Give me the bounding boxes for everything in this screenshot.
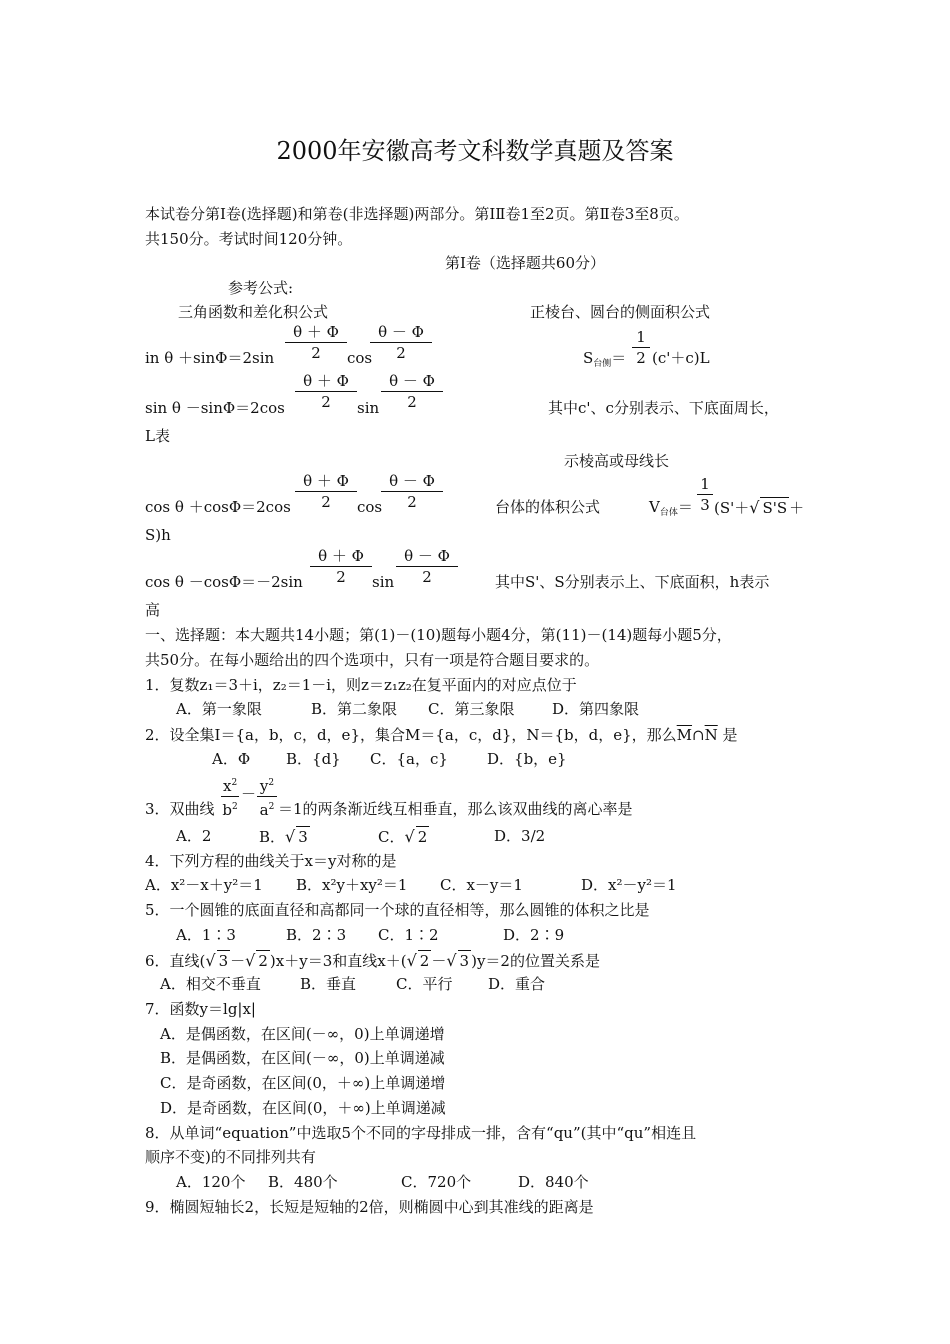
- volume-note-cont: 高: [145, 601, 161, 619]
- q2-option-a: A．Φ: [212, 750, 251, 768]
- q4-option-c: C．x－y＝1: [440, 876, 523, 894]
- q3-option-b: B．√ 3: [259, 827, 308, 846]
- formula-sum-sin-cos: cos: [347, 349, 373, 367]
- fraction-theta-minus-phi: θ － Φ 2: [381, 471, 443, 512]
- q8-option-d: D．840个: [518, 1173, 589, 1191]
- fraction-theta-plus-phi: θ ＋ Φ 2: [295, 471, 357, 512]
- fraction-one-half: 1 2: [632, 327, 650, 368]
- q1-option-b: B．第二象限: [311, 700, 398, 718]
- q2-option-d: D．{b，e}: [487, 750, 567, 768]
- question-4: 4．下列方程的曲线关于x＝y对称的是: [145, 852, 397, 870]
- q4-option-b: B．x²y＋xy²＝1: [296, 876, 408, 894]
- volume-note: 其中S'、S分别表示上、下底面积，h表示: [495, 573, 770, 591]
- q5-option-a: A．1∶3: [176, 926, 236, 944]
- lateral-area-formula: $S_{台侧}=$: [583, 349, 627, 369]
- question-6: 6．直线(√ 3 －√ 2 )x＋y＝3和直线x＋(√ 2 －√ 3 )y＝2的位置关系是: [145, 951, 600, 970]
- q8-option-b: B．480个: [268, 1173, 338, 1191]
- q3-option-c: C．√ 2: [378, 827, 428, 846]
- part1-heading: 第Ⅰ卷（选择题共60分）: [445, 254, 606, 272]
- q5-option-d: D．2∶9: [503, 926, 565, 944]
- question-8: 8．从单词“equation”中选取5个不同的字母排成一排，含有“qu”(其中“qu”相连且: [145, 1124, 697, 1142]
- q3-minus: －: [241, 785, 257, 803]
- trig-formulas-heading: 三角函数和差化积公式: [178, 303, 329, 321]
- q6-option-b: B．垂直: [300, 975, 357, 993]
- q6-option-a: A．相交不垂直: [160, 975, 261, 993]
- question-8-cont: 顺序不变)的不同排列共有: [145, 1148, 316, 1166]
- q1-option-c: C．第三象限: [428, 700, 515, 718]
- lateral-area-formula-rest: (c'＋c)L: [652, 349, 710, 367]
- fraction-x2-over-b2: $x^2$ $b^2$: [222, 777, 238, 819]
- formula-diff-sin-sin: sin: [357, 399, 380, 417]
- intro-line-2: 共150分。考试时间120分钟。: [145, 230, 353, 248]
- fraction-theta-plus-phi: θ ＋ Φ 2: [285, 322, 347, 363]
- question-2: 2．设全集I＝{a，b，c，d，e}，集合M＝{a，c，d}，N＝{b，d，e}，那么$\overline{M}\cap\overline{N}$ 是: [145, 726, 738, 744]
- fraction-theta-minus-phi: θ － Φ 2: [381, 371, 443, 412]
- fraction-one-third: 1 3: [697, 474, 713, 515]
- q7-option-c: C．是奇函数，在区间(0，＋∞)上单调递增: [160, 1074, 446, 1092]
- q8-option-c: C．720个: [401, 1173, 472, 1191]
- q3-option-d: D．3/2: [494, 827, 546, 845]
- section-heading-cont: 共50分。在每小题给出的四个选项中，只有一项是符合题目要求的。: [145, 651, 600, 669]
- q7-option-d: D．是奇函数，在区间(0，＋∞)上单调递减: [160, 1099, 446, 1117]
- volume-formula-rest: (S'＋√ S'S ＋: [714, 498, 805, 517]
- volume-formula: $V_{台体}=$: [649, 498, 693, 518]
- q8-option-a: A．120个: [176, 1173, 246, 1191]
- question-1: 1．复数z₁＝3＋i，z₂＝1－i，则z＝z₁z₂在复平面内的对应点位于: [145, 676, 577, 694]
- formula-diff-cos: cos θ －cosΦ＝－2sin: [145, 573, 303, 591]
- formula-sum-sin: in θ ＋sinΦ＝2sin: [145, 349, 275, 367]
- q4-option-a: A．x²－x＋y²＝1: [145, 876, 263, 894]
- fraction-theta-plus-phi: θ ＋ Φ 2: [310, 546, 372, 587]
- fraction-theta-minus-phi: θ － Φ 2: [396, 546, 458, 587]
- intro-line-1: 本试卷分第Ⅰ卷(选择题)和第卷(非选择题)两部分。第ⅠⅡ卷1至2页。第Ⅱ卷3至8页。: [145, 205, 689, 223]
- volume-formula-cont: S)h: [145, 526, 171, 544]
- formula-diff-cos-sin: sin: [372, 573, 395, 591]
- lateral-note-cont: 示棱高或母线长: [564, 452, 670, 470]
- q1-option-d: D．第四象限: [552, 700, 640, 718]
- question-3-rest: ＝1的两条渐近线互相垂直，那么该双曲线的离心率是: [278, 800, 633, 818]
- formula-diff-sin: sin θ －sinΦ＝2cos: [145, 399, 285, 417]
- reference-formulas-label: 参考公式:: [228, 279, 294, 297]
- q7-option-a: A．是偶函数，在区间(－∞，0)上单调递增: [160, 1025, 445, 1043]
- fraction-theta-minus-phi: θ － Φ 2: [370, 322, 432, 363]
- question-7: 7．函数y＝lg|x|: [145, 1000, 256, 1018]
- q3-option-a: A．2: [176, 827, 212, 845]
- q6-option-d: D．重合: [488, 975, 546, 993]
- lateral-area-heading: 正棱台、圆台的侧面积公式: [530, 303, 711, 321]
- q5-option-c: C．1∶2: [378, 926, 439, 944]
- fraction-theta-plus-phi: θ ＋ Φ 2: [295, 371, 357, 412]
- question-5: 5．一个圆锥的底面直径和高都同一个球的直径相等，那么圆锥的体积之比是: [145, 901, 650, 919]
- q1-option-a: A．第一象限: [176, 700, 262, 718]
- page-title: 2000年安徽高考文科数学真题及答案: [276, 137, 674, 165]
- formula-sum-cos: cos θ ＋cosΦ＝2cos: [145, 498, 291, 516]
- q5-option-b: B．2∶3: [286, 926, 347, 944]
- q6-option-c: C．平行: [396, 975, 453, 993]
- section-heading: 一、选择题：本大题共14小题；第(1)－(10)题每小题4分，第(11)－(14)题每小题5分，: [145, 626, 732, 644]
- q2-option-b: B．{d}: [286, 750, 341, 768]
- question-3: 3．双曲线: [145, 800, 215, 818]
- lateral-note: 其中c'、c分别表示、下底面周长，: [548, 399, 779, 417]
- formula-sum-cos-cos: cos: [357, 498, 383, 516]
- question-9: 9．椭圆短轴长2，长短是短轴的2倍，则椭圆中心到其准线的距离是: [145, 1198, 594, 1216]
- fraction-y2-over-a2: $y^2$ $a^2$: [257, 773, 277, 820]
- q4-option-d: D．x²－y²＝1: [581, 876, 677, 894]
- q2-option-c: C．{a，c}: [370, 750, 448, 768]
- lateral-note-cont: L表: [145, 427, 170, 445]
- volume-heading: 台体的体积公式: [495, 498, 601, 516]
- q7-option-b: B．是偶函数，在区间(－∞，0)上单调递减: [160, 1049, 445, 1067]
